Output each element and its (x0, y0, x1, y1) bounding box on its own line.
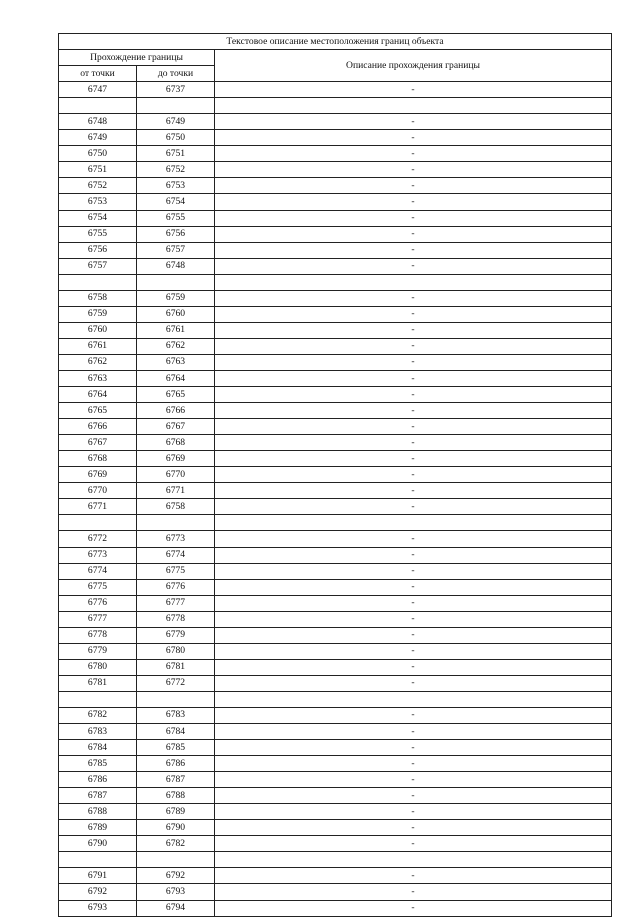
to-point-cell: 6759 (137, 290, 215, 306)
table-row (59, 659, 612, 675)
boundary-table (58, 33, 612, 917)
table-row (59, 611, 612, 627)
to-point-cell: 6770 (137, 467, 215, 483)
to-point-cell: 6779 (137, 627, 215, 643)
table-row (59, 130, 612, 146)
from-point-cell: 6767 (59, 435, 137, 451)
from-point-cell: 6761 (59, 338, 137, 354)
table-row (59, 82, 612, 98)
from-point-cell: 6775 (59, 579, 137, 595)
table-row (59, 210, 612, 226)
to-point-cell: 6766 (137, 403, 215, 419)
table-row (59, 675, 612, 691)
description-cell (215, 691, 612, 707)
table-row (59, 306, 612, 322)
description-cell: - (215, 675, 612, 691)
description-cell: - (215, 483, 612, 499)
table-row (59, 274, 612, 290)
to-point-cell: 6793 (137, 884, 215, 900)
table-row (59, 643, 612, 659)
table-title-row (59, 34, 612, 50)
description-cell: - (215, 579, 612, 595)
description-cell: - (215, 194, 612, 210)
table-row (59, 884, 612, 900)
table-row (59, 852, 612, 868)
description-cell: - (215, 563, 612, 579)
from-point-cell: 6747 (59, 82, 137, 98)
to-point-cell: 6768 (137, 435, 215, 451)
from-point-cell: 6785 (59, 756, 137, 772)
description-cell: - (215, 868, 612, 884)
to-point-cell: 6774 (137, 547, 215, 563)
table-row (59, 483, 612, 499)
description-cell: - (215, 338, 612, 354)
table-row (59, 290, 612, 306)
to-point-cell: 6750 (137, 130, 215, 146)
table-row (59, 242, 612, 258)
description-cell: - (215, 499, 612, 515)
description-cell: - (215, 884, 612, 900)
description-cell: - (215, 467, 612, 483)
header-row-1 (59, 50, 612, 66)
description-cell: - (215, 772, 612, 788)
from-point-header: от точки (59, 66, 137, 82)
description-cell: - (215, 820, 612, 836)
from-point-cell (59, 691, 137, 707)
description-cell: - (215, 451, 612, 467)
description-cell: - (215, 162, 612, 178)
to-point-cell: 6737 (137, 82, 215, 98)
to-point-cell: 6772 (137, 675, 215, 691)
description-cell: - (215, 130, 612, 146)
description-cell: - (215, 611, 612, 627)
from-point-cell (59, 852, 137, 868)
description-cell: - (215, 290, 612, 306)
to-point-cell: 6775 (137, 563, 215, 579)
to-point-cell (137, 852, 215, 868)
description-cell: - (215, 756, 612, 772)
table-row (59, 226, 612, 242)
description-cell: - (215, 178, 612, 194)
from-point-cell: 6778 (59, 627, 137, 643)
table-row (59, 515, 612, 531)
from-point-cell: 6782 (59, 707, 137, 723)
table-title: Текстовое описание местоположения границ объекта (59, 34, 612, 50)
table-row (59, 740, 612, 756)
from-point-cell: 6786 (59, 772, 137, 788)
from-point-cell: 6774 (59, 563, 137, 579)
to-point-cell: 6749 (137, 114, 215, 130)
table-row (59, 836, 612, 852)
table-row (59, 868, 612, 884)
to-point-cell: 6785 (137, 740, 215, 756)
table-row (59, 563, 612, 579)
to-point-cell: 6752 (137, 162, 215, 178)
description-cell: - (215, 724, 612, 740)
description-cell: - (215, 740, 612, 756)
from-point-cell: 6763 (59, 370, 137, 386)
from-point-cell: 6751 (59, 162, 137, 178)
from-point-cell: 6787 (59, 788, 137, 804)
table-row (59, 419, 612, 435)
from-point-cell: 6762 (59, 354, 137, 370)
from-point-cell: 6781 (59, 675, 137, 691)
from-point-cell: 6784 (59, 740, 137, 756)
table-row (59, 772, 612, 788)
from-point-cell: 6752 (59, 178, 137, 194)
to-point-cell: 6755 (137, 210, 215, 226)
to-point-cell: 6760 (137, 306, 215, 322)
table-row (59, 98, 612, 114)
table-row (59, 451, 612, 467)
table-row (59, 531, 612, 547)
table-row (59, 804, 612, 820)
from-point-cell (59, 98, 137, 114)
from-point-cell: 6779 (59, 643, 137, 659)
from-point-cell: 6764 (59, 387, 137, 403)
table-row (59, 499, 612, 515)
description-cell: - (215, 226, 612, 242)
table-row (59, 820, 612, 836)
table-row (59, 900, 612, 916)
description-cell: - (215, 306, 612, 322)
description-cell: - (215, 547, 612, 563)
description-cell (215, 274, 612, 290)
from-point-cell: 6749 (59, 130, 137, 146)
description-header: Описание прохождения границы (215, 50, 612, 82)
to-point-cell: 6773 (137, 531, 215, 547)
to-point-cell: 6753 (137, 178, 215, 194)
description-cell: - (215, 595, 612, 611)
description-cell: - (215, 114, 612, 130)
description-cell: - (215, 322, 612, 338)
to-point-cell: 6767 (137, 419, 215, 435)
table-row (59, 435, 612, 451)
description-cell: - (215, 531, 612, 547)
table-row (59, 258, 612, 274)
from-point-cell: 6776 (59, 595, 137, 611)
to-point-cell: 6771 (137, 483, 215, 499)
description-cell: - (215, 82, 612, 98)
to-point-cell: 6784 (137, 724, 215, 740)
from-point-cell: 6750 (59, 146, 137, 162)
description-cell: - (215, 643, 612, 659)
to-point-cell: 6794 (137, 900, 215, 916)
from-point-cell: 6792 (59, 884, 137, 900)
to-point-cell (137, 691, 215, 707)
to-point-cell: 6788 (137, 788, 215, 804)
description-cell: - (215, 804, 612, 820)
to-point-cell (137, 515, 215, 531)
table-row (59, 724, 612, 740)
to-point-cell: 6769 (137, 451, 215, 467)
to-point-cell: 6786 (137, 756, 215, 772)
from-point-cell: 6757 (59, 258, 137, 274)
from-point-cell: 6793 (59, 900, 137, 916)
to-point-cell: 6783 (137, 707, 215, 723)
description-cell (215, 98, 612, 114)
description-cell: - (215, 258, 612, 274)
to-point-cell: 6792 (137, 868, 215, 884)
description-cell: - (215, 210, 612, 226)
table-row (59, 162, 612, 178)
description-cell: - (215, 354, 612, 370)
description-cell: - (215, 627, 612, 643)
from-point-cell: 6766 (59, 419, 137, 435)
table-row (59, 338, 612, 354)
to-point-cell (137, 98, 215, 114)
from-point-cell: 6773 (59, 547, 137, 563)
table-row (59, 707, 612, 723)
table-row (59, 547, 612, 563)
description-cell: - (215, 370, 612, 386)
from-point-cell: 6777 (59, 611, 137, 627)
from-point-cell: 6783 (59, 724, 137, 740)
description-cell: - (215, 146, 612, 162)
table-row (59, 788, 612, 804)
description-cell: - (215, 707, 612, 723)
from-point-cell: 6753 (59, 194, 137, 210)
to-point-cell: 6782 (137, 836, 215, 852)
from-point-cell: 6754 (59, 210, 137, 226)
from-point-cell: 6769 (59, 467, 137, 483)
table-row (59, 627, 612, 643)
description-cell: - (215, 435, 612, 451)
to-point-cell: 6787 (137, 772, 215, 788)
from-point-cell: 6770 (59, 483, 137, 499)
to-point-cell: 6751 (137, 146, 215, 162)
to-point-cell: 6757 (137, 242, 215, 258)
from-point-cell: 6759 (59, 306, 137, 322)
table-row (59, 756, 612, 772)
table-row (59, 387, 612, 403)
to-point-cell: 6748 (137, 258, 215, 274)
from-point-cell: 6768 (59, 451, 137, 467)
description-cell: - (215, 403, 612, 419)
from-point-cell: 6780 (59, 659, 137, 675)
from-point-cell: 6755 (59, 226, 137, 242)
table-row (59, 403, 612, 419)
to-point-cell (137, 274, 215, 290)
table-row (59, 595, 612, 611)
description-cell: - (215, 836, 612, 852)
table-row (59, 579, 612, 595)
from-point-cell: 6760 (59, 322, 137, 338)
to-point-cell: 6765 (137, 387, 215, 403)
description-cell: - (215, 900, 612, 916)
table-row (59, 691, 612, 707)
to-point-cell: 6789 (137, 804, 215, 820)
from-point-cell: 6765 (59, 403, 137, 419)
table-row (59, 322, 612, 338)
table-body (59, 82, 612, 916)
table-row (59, 467, 612, 483)
from-point-cell (59, 515, 137, 531)
from-point-cell: 6771 (59, 499, 137, 515)
to-point-cell: 6777 (137, 595, 215, 611)
to-point-cell: 6778 (137, 611, 215, 627)
to-point-cell: 6790 (137, 820, 215, 836)
table-row (59, 194, 612, 210)
from-point-cell: 6788 (59, 804, 137, 820)
to-point-cell: 6762 (137, 338, 215, 354)
group-header: Прохождение границы (59, 50, 215, 66)
description-cell: - (215, 419, 612, 435)
description-cell (215, 515, 612, 531)
to-point-header: до точки (137, 66, 215, 82)
to-point-cell: 6754 (137, 194, 215, 210)
table-row (59, 354, 612, 370)
table-row (59, 370, 612, 386)
table-row (59, 146, 612, 162)
description-cell: - (215, 387, 612, 403)
table-row (59, 114, 612, 130)
from-point-cell: 6756 (59, 242, 137, 258)
from-point-cell: 6758 (59, 290, 137, 306)
from-point-cell: 6772 (59, 531, 137, 547)
to-point-cell: 6763 (137, 354, 215, 370)
to-point-cell: 6761 (137, 322, 215, 338)
table-row (59, 178, 612, 194)
description-cell: - (215, 659, 612, 675)
from-point-cell: 6791 (59, 868, 137, 884)
from-point-cell: 6790 (59, 836, 137, 852)
to-point-cell: 6780 (137, 643, 215, 659)
from-point-cell: 6748 (59, 114, 137, 130)
from-point-cell: 6789 (59, 820, 137, 836)
from-point-cell (59, 274, 137, 290)
description-cell: - (215, 242, 612, 258)
to-point-cell: 6764 (137, 370, 215, 386)
to-point-cell: 6776 (137, 579, 215, 595)
to-point-cell: 6756 (137, 226, 215, 242)
description-cell: - (215, 788, 612, 804)
to-point-cell: 6758 (137, 499, 215, 515)
description-cell (215, 852, 612, 868)
to-point-cell: 6781 (137, 659, 215, 675)
